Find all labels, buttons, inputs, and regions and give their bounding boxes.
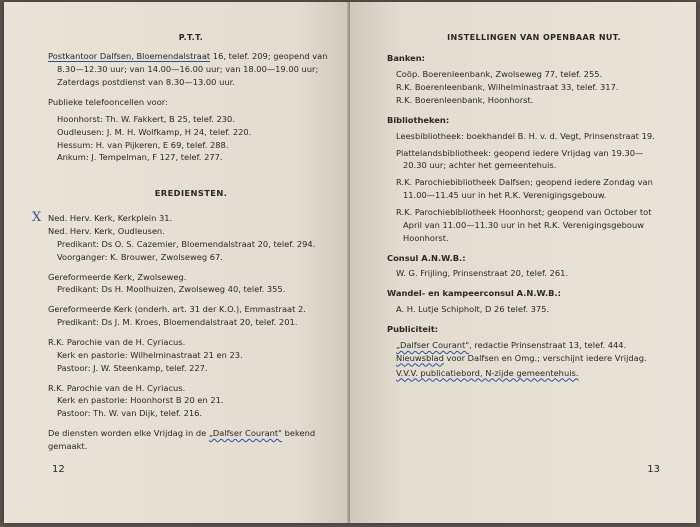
church-detail: Pastoor: J. W. Steenkamp, telef. 227. (57, 362, 208, 373)
church-detail: Predikant: Ds H. Moolhuizen, Zwolseweg 40, telef. 355. (57, 284, 286, 295)
herv-block (32, 210, 334, 263)
bank-item: Coöp. Boerenleenbank, Zwolseweg 77, telef. 255. (396, 69, 603, 80)
church-detail: Voorganger: K. Brouwer, Zwolseweg 67. (57, 251, 223, 262)
church-line: Ned. Herv. Kerk, Kerkplein 31. (48, 213, 173, 224)
library-item: Plattelandsbibliotheek: geopend iedere Vrijdag van 19.30— (396, 147, 644, 158)
publicity-text: , redactie Prinsenstraat 13, telef. 444. (469, 339, 627, 350)
library-item: 11.00—11.45 uur in het R.K. Verenigingsgebouw. (403, 190, 607, 201)
church-line: R.K. Parochie van de H. Cyriacus. (48, 382, 186, 393)
instellingen-heading: INSTELLINGEN VAN OPENBAAR NUT. (447, 33, 621, 42)
church-detail: Pastoor: Th. W. van Dijk, telef. 216. (57, 408, 203, 419)
church-line: Gereformeerde Kerk (onderh. art. 31 der K.O.), Emmastraat 2. (48, 304, 306, 315)
library-item: April van 11.00—11.30 uur in het R.K. Verenigingsgebouw (403, 219, 644, 230)
church-detail: Predikant: Ds O. S. Cazemier, Bloemendalstraat 20, telef. 294. (57, 238, 316, 249)
note-text: gemaakt. (48, 441, 88, 452)
church-detail: Kerk en pastorie: Hoonhorst B 20 en 21. (57, 395, 224, 406)
section-label: Consul A.N.W.B.: (387, 252, 466, 263)
consul-item: W. G. Frijling, Prinsenstraat 20, telef. 261. (396, 268, 569, 279)
library-item: Hoonhorst. (403, 232, 449, 243)
church-line: Ned. Herv. Kerk, Oudleusen. (48, 225, 165, 236)
church-detail: Kerk en pastorie: Wilhelminastraat 21 en 23. (57, 349, 243, 360)
postkantoor-line: Zaterdags postdienst van 8.30—13.00 uur. (57, 77, 235, 88)
postkantoor-line: 8.30—12.30 uur; van 14.00—16.00 uur; van 18.00—19.00 uur; (57, 64, 319, 75)
library-item: R.K. Parochiebibliotheek Dalfsen; geopend iedere Zondag van (396, 177, 653, 188)
geref2-block (48, 303, 334, 329)
wandel-block (387, 287, 681, 316)
right-page-content (387, 32, 681, 386)
page-number-left: 12 (52, 463, 65, 475)
postkantoor-block (48, 50, 334, 89)
library-item: R.K. Parochiebibliotheek Hoonhorst; geopend van October tot (396, 206, 652, 217)
page-13 (350, 2, 696, 523)
telefooncel-item: Ankum: J. Tempelman, F 127, telef. 277. (57, 152, 223, 163)
bank-item: R.K. Boerenleenbank, Wilhelminastraat 33, telef. 317. (396, 82, 619, 93)
erediensten-heading: EREDIENSTEN. (154, 188, 228, 199)
section-label: Publiciteit: (387, 324, 439, 334)
publicity-text: voor Dalfsen en Omg.; verschijnt iedere Vrijdag. (443, 352, 647, 363)
wandel-item: A. H. Lutje Schipholt, D 26 telef. 375. (396, 304, 550, 315)
nieuwsblad-ref: Nieuwsblad (396, 352, 444, 363)
handwritten-mark: X (32, 210, 42, 226)
section-label: Wandel- en kampeerconsul A.N.W.B.: (387, 288, 561, 299)
telefooncellen-block (48, 96, 334, 164)
vvv-ref: V.V.V. publicatiebord, N-zijde gemeentehuis. (396, 367, 579, 378)
dalfser-courant-ref: „Dalfser Courant" (208, 428, 282, 439)
library-item: Leesbibliotheek: boekhandel B. H. v. d. Vegt, Prinsenstraat 19. (396, 130, 655, 141)
postkantoor-line: Postkantoor Dalfsen, Bloemendalstraat 16, telef. 209; geopend van (48, 51, 328, 62)
ptt-heading: P.T.T. (178, 33, 204, 42)
banken-block (387, 52, 681, 106)
dalfser-courant-ref: „Dalfser Courant" (396, 339, 470, 350)
telefooncel-item: Oudleusen: J. M. H. Wolfkamp, H 24, telef. 220. (57, 126, 252, 137)
church-line: R.K. Parochie van de H. Cyriacus. (48, 337, 186, 347)
publiciteit-block (387, 323, 681, 379)
note-text: bekend (282, 428, 316, 439)
page-12 (4, 2, 350, 523)
note-text: De diensten worden elke Vrijdag in de (48, 428, 209, 439)
diensten-note (48, 427, 334, 453)
telefooncel-item: Hoonhorst: Th. W. Fakkert, B 25, telef. 230. (57, 113, 235, 124)
telefooncel-item: Hessum: H. van Pijkeren, E 69, telef. 288. (57, 139, 229, 150)
church-detail: Predikant: Ds J. M. Kroes, Bloemendalstraat 20, telef. 201. (57, 317, 298, 328)
telefooncellen-label: Publieke telefooncellen voor: (48, 96, 168, 107)
page-number-right: 13 (647, 463, 660, 475)
rk2-block (48, 382, 334, 421)
section-label: Bibliotheken: (387, 114, 450, 125)
bank-item: R.K. Boerenleenbank, Hoonhorst. (396, 94, 534, 105)
consul-block (387, 252, 681, 281)
church-line: Gereformeerde Kerk, Zwolseweg. (48, 271, 187, 282)
section-label: Banken: (387, 53, 425, 64)
library-item: 20.30 uur; achter het gemeentehuis. (403, 160, 557, 171)
rk1-block (48, 336, 334, 375)
bibliotheken-block (387, 114, 681, 245)
geref1-block (48, 271, 334, 297)
booklet-spread (4, 2, 696, 523)
left-page-content (32, 32, 334, 460)
